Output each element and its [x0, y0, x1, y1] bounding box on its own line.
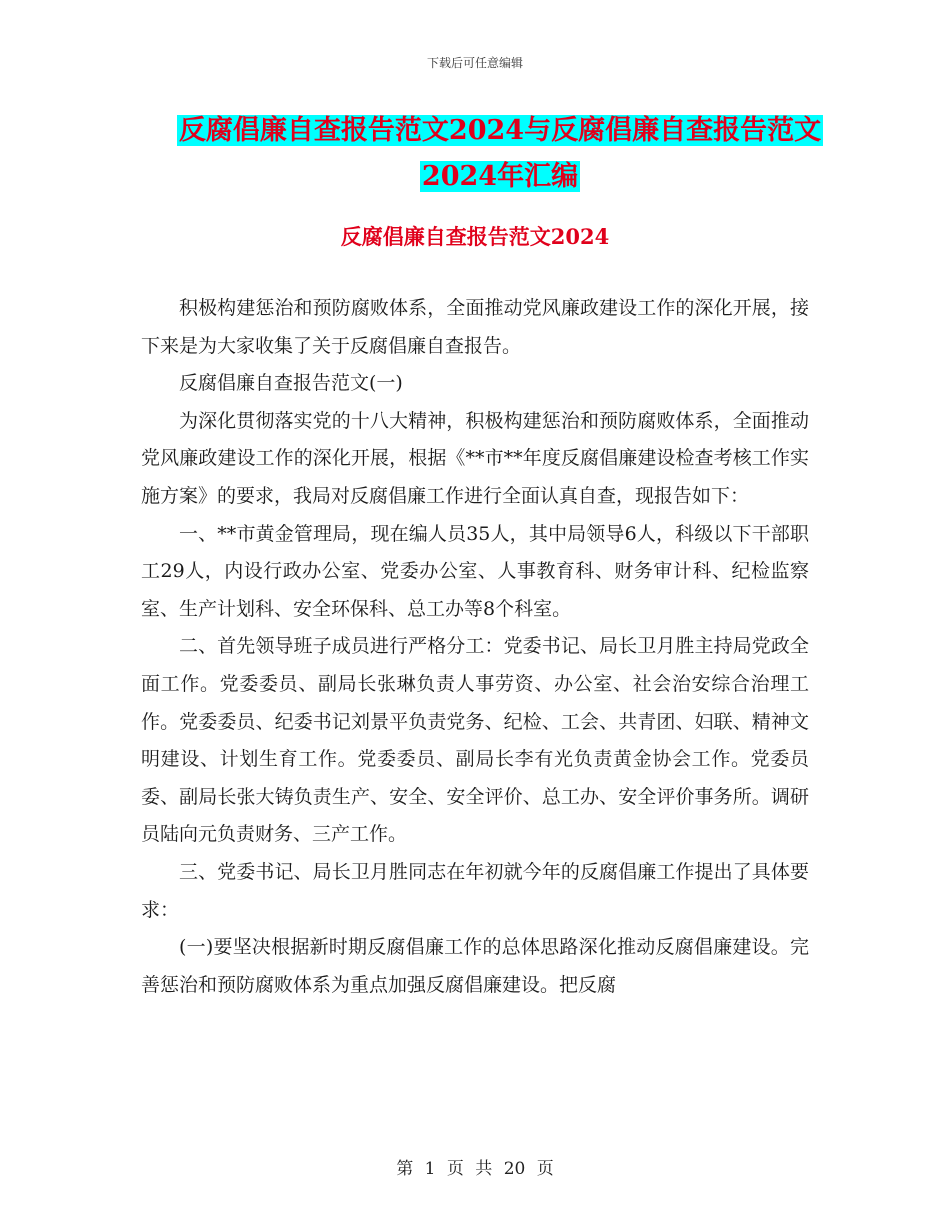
- paragraph: 一、**市黄金管理局，现在编人员35人，其中局领导6人，科级以下干部职工29人，内设行政办公室、党委办公室、人事教育科、财务审计科、纪检监察室、生产计划科、安全环保科、总工办等8个科室。: [141, 522, 809, 620]
- title-line-1: 反腐倡廉自查报告范文2024与反腐倡廉自查报告范文: [178, 115, 822, 146]
- section-title: 反腐倡廉自查报告范文2024: [340, 224, 610, 249]
- paragraph: 为深化贯彻落实党的十八大精神，积极构建惩治和预防腐败体系，全面推动党风廉政建设工作的深化开展，根据《**市**年度反腐倡廉建设检查考核工作实施方案》的要求，我局对反腐倡廉工作进行全面认真自查，现报告如下：: [141, 409, 809, 507]
- document-body: [141, 290, 809, 1004]
- paragraph: 积极构建惩治和预防腐败体系，全面推动党风廉政建设工作的深化开展，接下来是为大家收集了关于反腐倡廉自查报告。: [141, 297, 809, 357]
- paragraph: 反腐倡廉自查报告范文(一): [179, 372, 403, 395]
- paragraph: (一)要坚决根据新时期反腐倡廉工作的总体思路深化推动反腐倡廉建设。完善惩治和预防腐败体系为重点加强反腐倡廉建设。把反腐: [141, 936, 809, 996]
- document-title: [140, 108, 860, 200]
- page-footer: 第 1 页 共 20 页: [396, 1159, 554, 1179]
- paragraph: 二、首先领导班子成员进行严格分工：党委书记、局长卫月胜主持局党政全面工作。党委委员、副局长张琳负责人事劳资、办公室、社会治安综合治理工作。党委委员、纪委书记刘景平负责党务、纪检、工会、共青团、妇联、精神文明建设、计划生育工作。党委委员、副局长李有光负责黄金协会工作。党委员委、副局长张大铸负责生产、安全、安全评价、总工办、安全评价事务所。调研员陆向元负责财务、三产工作。: [141, 635, 809, 846]
- paragraph: 三、党委书记、局长卫月胜同志在年初就今年的反腐倡廉工作提出了具体要求：: [141, 860, 809, 921]
- title-line-2: 2024年汇编: [421, 161, 579, 192]
- header-note: 下载后可任意编辑: [426, 56, 523, 70]
